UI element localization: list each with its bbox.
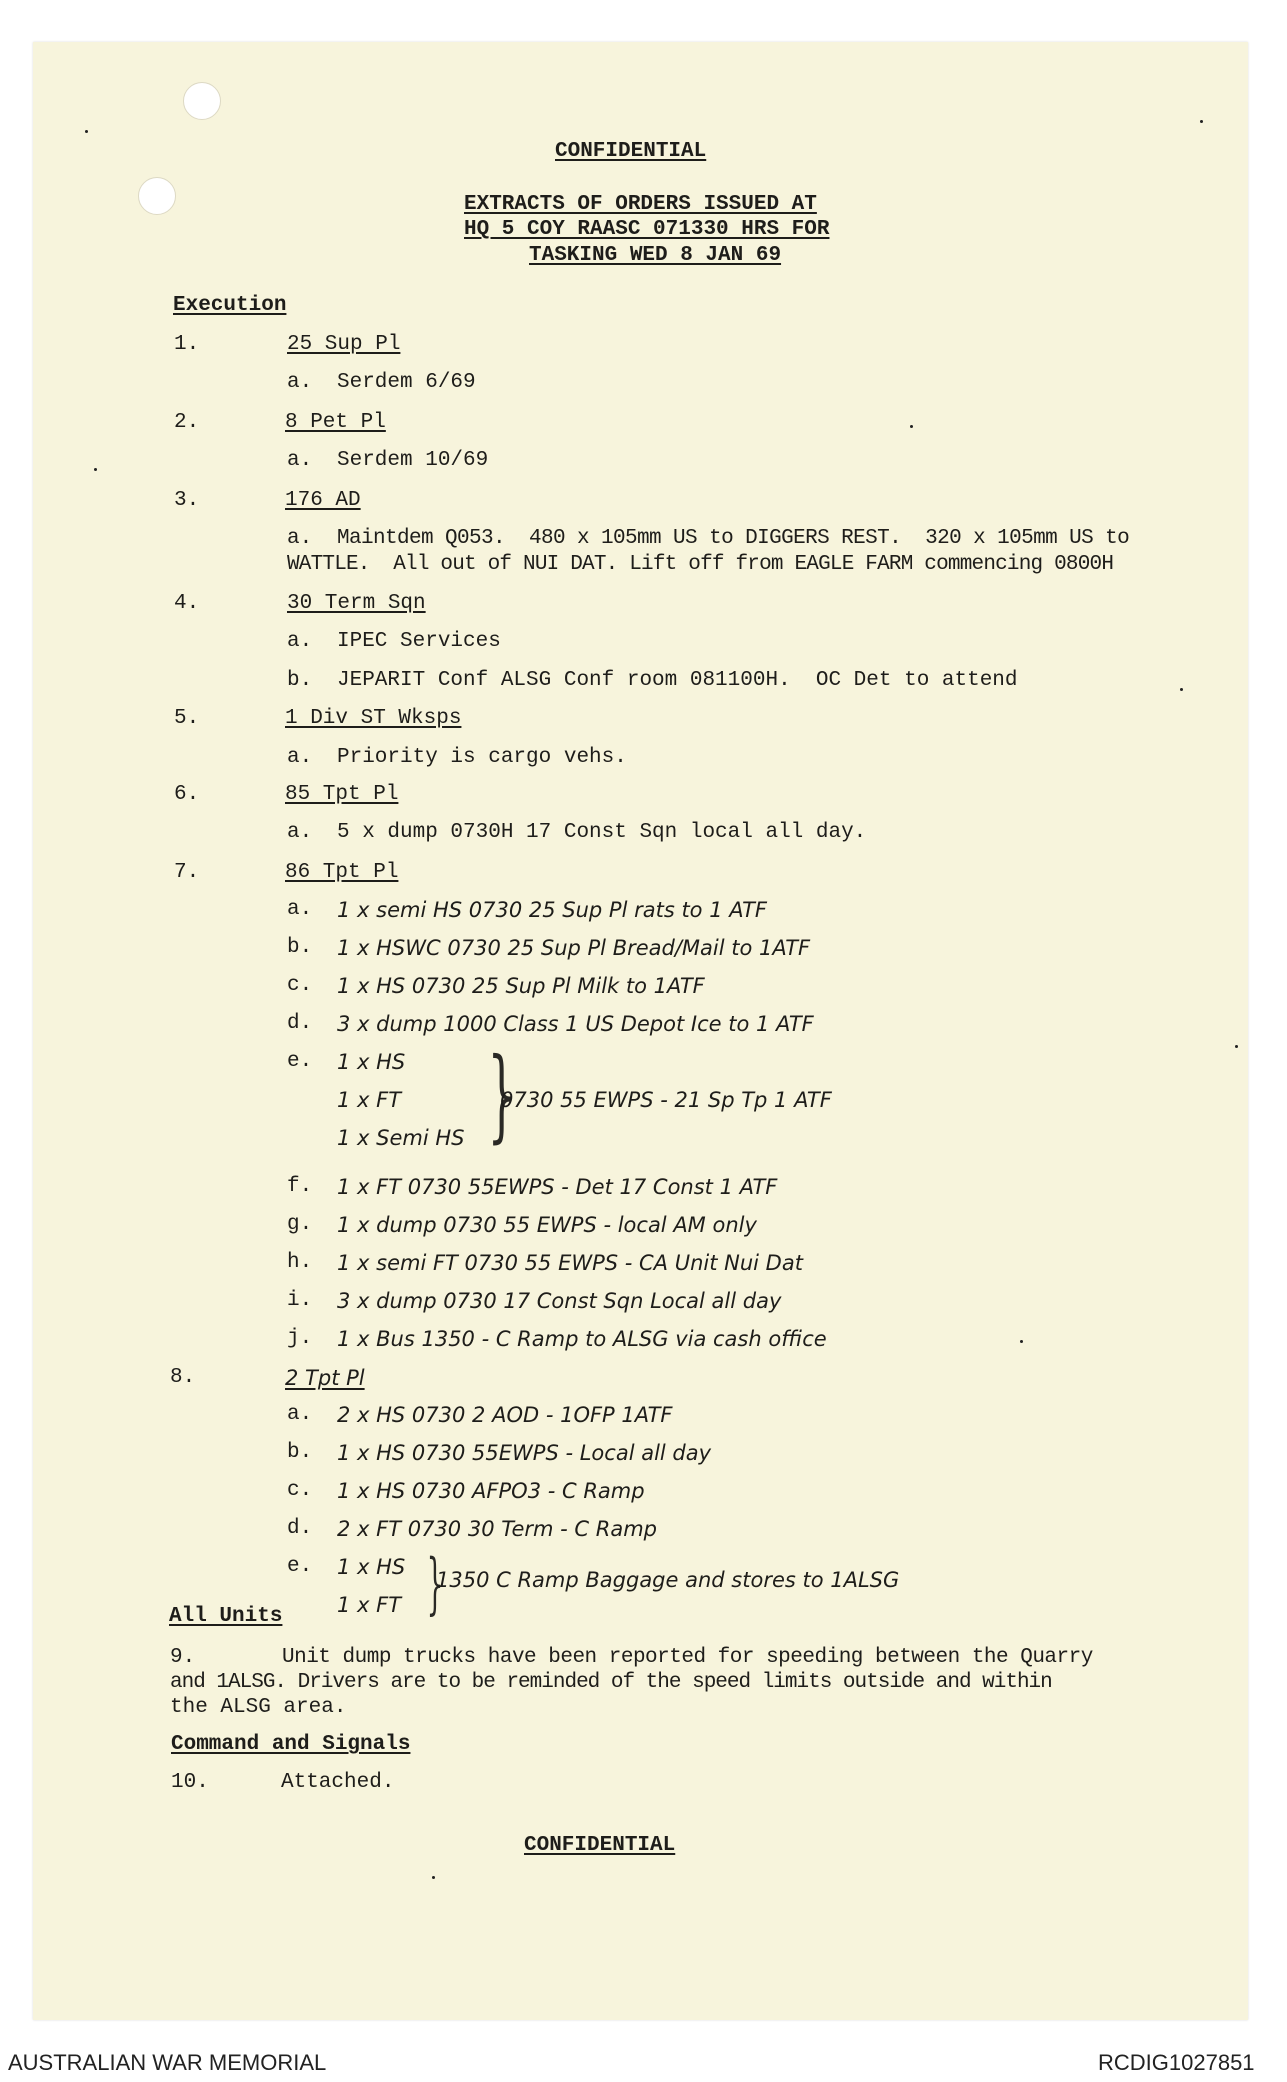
- item-text: 1 x dump 0730 55 EWPS - local AM only: [337, 1213, 757, 1237]
- item-text: 5 x dump 0730H 17 Const Sqn local all day.: [337, 821, 867, 844]
- punch-hole: [183, 82, 221, 120]
- section-number: 4.: [174, 592, 200, 615]
- paper-speck: [432, 1876, 435, 1879]
- item-letter: i.: [287, 1289, 313, 1312]
- item-text: Maintdem Q053. 480 x 105mm US to DIGGERS REST. 320 x 105mm US to: [337, 527, 1130, 550]
- brace-note: 0730 55 EWPS - 21 Sp Tp 1 ATF: [500, 1088, 832, 1112]
- item-letter: a.: [287, 630, 313, 653]
- command-text: Attached.: [281, 1771, 395, 1794]
- item-letter: d.: [287, 1517, 313, 1540]
- item-letter: g.: [287, 1213, 313, 1236]
- title-line-3: TASKING WED 8 JAN 69: [529, 244, 782, 267]
- confidential-footer: CONFIDENTIAL: [524, 1834, 676, 1857]
- item-text: 1 x HS: [337, 1555, 406, 1579]
- item-text: 1 x HS: [337, 1050, 406, 1074]
- item-letter: c.: [287, 974, 313, 997]
- item-text: 1 x semi FT 0730 55 EWPS - CA Unit Nui Dat: [337, 1251, 803, 1275]
- section-number: 9.: [170, 1646, 196, 1669]
- curly-brace-icon: }: [487, 1036, 517, 1153]
- item-letter: a.: [287, 1403, 313, 1426]
- paper-speck: [94, 468, 97, 471]
- item-text: WATTLE. All out of NUI DAT. Lift off from EAGLE FARM commencing 0800H: [287, 553, 1114, 576]
- item-letter: a.: [287, 371, 313, 394]
- all-units-heading: All Units: [169, 1605, 283, 1628]
- section-unit: 176 AD: [285, 489, 361, 512]
- item-text: 1 x HS 0730 25 Sup Pl Milk to 1ATF: [337, 974, 705, 998]
- item-text: Serdem 6/69: [337, 371, 476, 394]
- all-units-line: the ALSG area.: [170, 1696, 347, 1719]
- section-unit: 86 Tpt Pl: [285, 861, 399, 884]
- paper-speck: [910, 425, 913, 428]
- execution-heading: Execution: [173, 294, 287, 317]
- item-text: 1 x FT 0730 55EWPS - Det 17 Const 1 ATF: [337, 1175, 778, 1199]
- item-letter: j.: [287, 1327, 313, 1350]
- item-text: Serdem 10/69: [337, 449, 489, 472]
- item-text: IPEC Services: [337, 630, 501, 653]
- section-unit: 85 Tpt Pl: [285, 783, 399, 806]
- item-text: 3 x dump 1000 Class 1 US Depot Ice to 1 ATF: [337, 1012, 814, 1036]
- archive-id: RCDIG1027851: [1098, 2050, 1255, 2075]
- section-unit: 25 Sup Pl: [287, 333, 401, 356]
- section-number: 5.: [174, 707, 200, 730]
- item-letter: b.: [287, 936, 313, 959]
- archive-label: AUSTRALIAN WAR MEMORIAL: [8, 2050, 327, 2075]
- paper-speck: [1235, 1045, 1238, 1048]
- item-letter: b.: [287, 669, 313, 692]
- item-text: 1 x HS 0730 55EWPS - Local all day: [337, 1441, 712, 1465]
- item-letter: d.: [287, 1012, 313, 1035]
- item-text: 1 x HS 0730 AFPO3 - C Ramp: [337, 1479, 645, 1503]
- item-letter: e.: [287, 1555, 313, 1578]
- command-heading: Command and Signals: [171, 1733, 411, 1756]
- paper-speck: [1180, 688, 1183, 691]
- item-letter: f.: [287, 1175, 313, 1198]
- title-line-2: HQ 5 COY RAASC 071330 HRS FOR: [464, 218, 830, 241]
- section-number: 2.: [174, 411, 200, 434]
- item-letter: c.: [287, 1479, 313, 1502]
- item-letter: a.: [287, 898, 313, 921]
- section-number: 3.: [174, 489, 200, 512]
- item-letter: a.: [287, 746, 313, 769]
- paper-speck: [85, 130, 88, 133]
- item-text: Priority is cargo vehs.: [337, 746, 627, 769]
- confidential-header: CONFIDENTIAL: [555, 140, 707, 163]
- item-text: 1 x semi HS 0730 25 Sup Pl rats to 1 ATF: [337, 898, 767, 922]
- item-text: 2 x HS 0730 2 AOD - 1OFP 1ATF: [337, 1403, 673, 1427]
- item-text: 1 x Bus 1350 - C Ramp to ALSG via cash office: [337, 1327, 827, 1351]
- section-unit: 30 Term Sqn: [287, 592, 426, 615]
- section-number: 6.: [174, 783, 200, 806]
- section-number: 7.: [174, 861, 200, 884]
- paper-speck: [1200, 120, 1203, 123]
- section-number: 10.: [171, 1771, 209, 1794]
- section-unit: 8 Pet Pl: [285, 411, 386, 434]
- punch-hole: [138, 177, 176, 215]
- paper-speck: [1020, 1340, 1023, 1343]
- item-letter: b.: [287, 1441, 313, 1464]
- curly-brace-icon: }: [426, 1545, 444, 1622]
- item-text: 1 x Semi HS: [337, 1126, 465, 1150]
- all-units-line: Unit dump trucks have been reported for speeding between the Quarry: [282, 1646, 1093, 1669]
- item-letter: a.: [287, 527, 313, 550]
- item-text: 1 x FT: [337, 1088, 402, 1112]
- item-text: 1 x FT: [337, 1593, 402, 1617]
- item-letter: a.: [287, 821, 313, 844]
- section-unit: 2 Tpt Pl: [285, 1366, 365, 1390]
- section-number: 1.: [174, 333, 200, 356]
- item-letter: e.: [287, 1050, 313, 1073]
- item-letter: h.: [287, 1251, 313, 1274]
- item-letter: a.: [287, 449, 313, 472]
- all-units-line: and 1ALSG. Drivers are to be reminded of the speed limits outside and within: [170, 1671, 1052, 1694]
- item-text: JEPARIT Conf ALSG Conf room 081100H. OC Det to attend: [337, 669, 1018, 692]
- item-text: 3 x dump 0730 17 Const Sqn Local all day: [337, 1289, 782, 1313]
- item-text: 1 x HSWC 0730 25 Sup Pl Bread/Mail to 1ATF: [337, 936, 811, 960]
- section-unit: 1 Div ST Wksps: [285, 707, 462, 730]
- title-line-1: EXTRACTS OF ORDERS ISSUED AT: [464, 193, 817, 216]
- section-number: 8.: [170, 1366, 196, 1389]
- item-text: 2 x FT 0730 30 Term - C Ramp: [337, 1517, 657, 1541]
- brace-note: 1350 C Ramp Baggage and stores to 1ALSG: [436, 1568, 900, 1592]
